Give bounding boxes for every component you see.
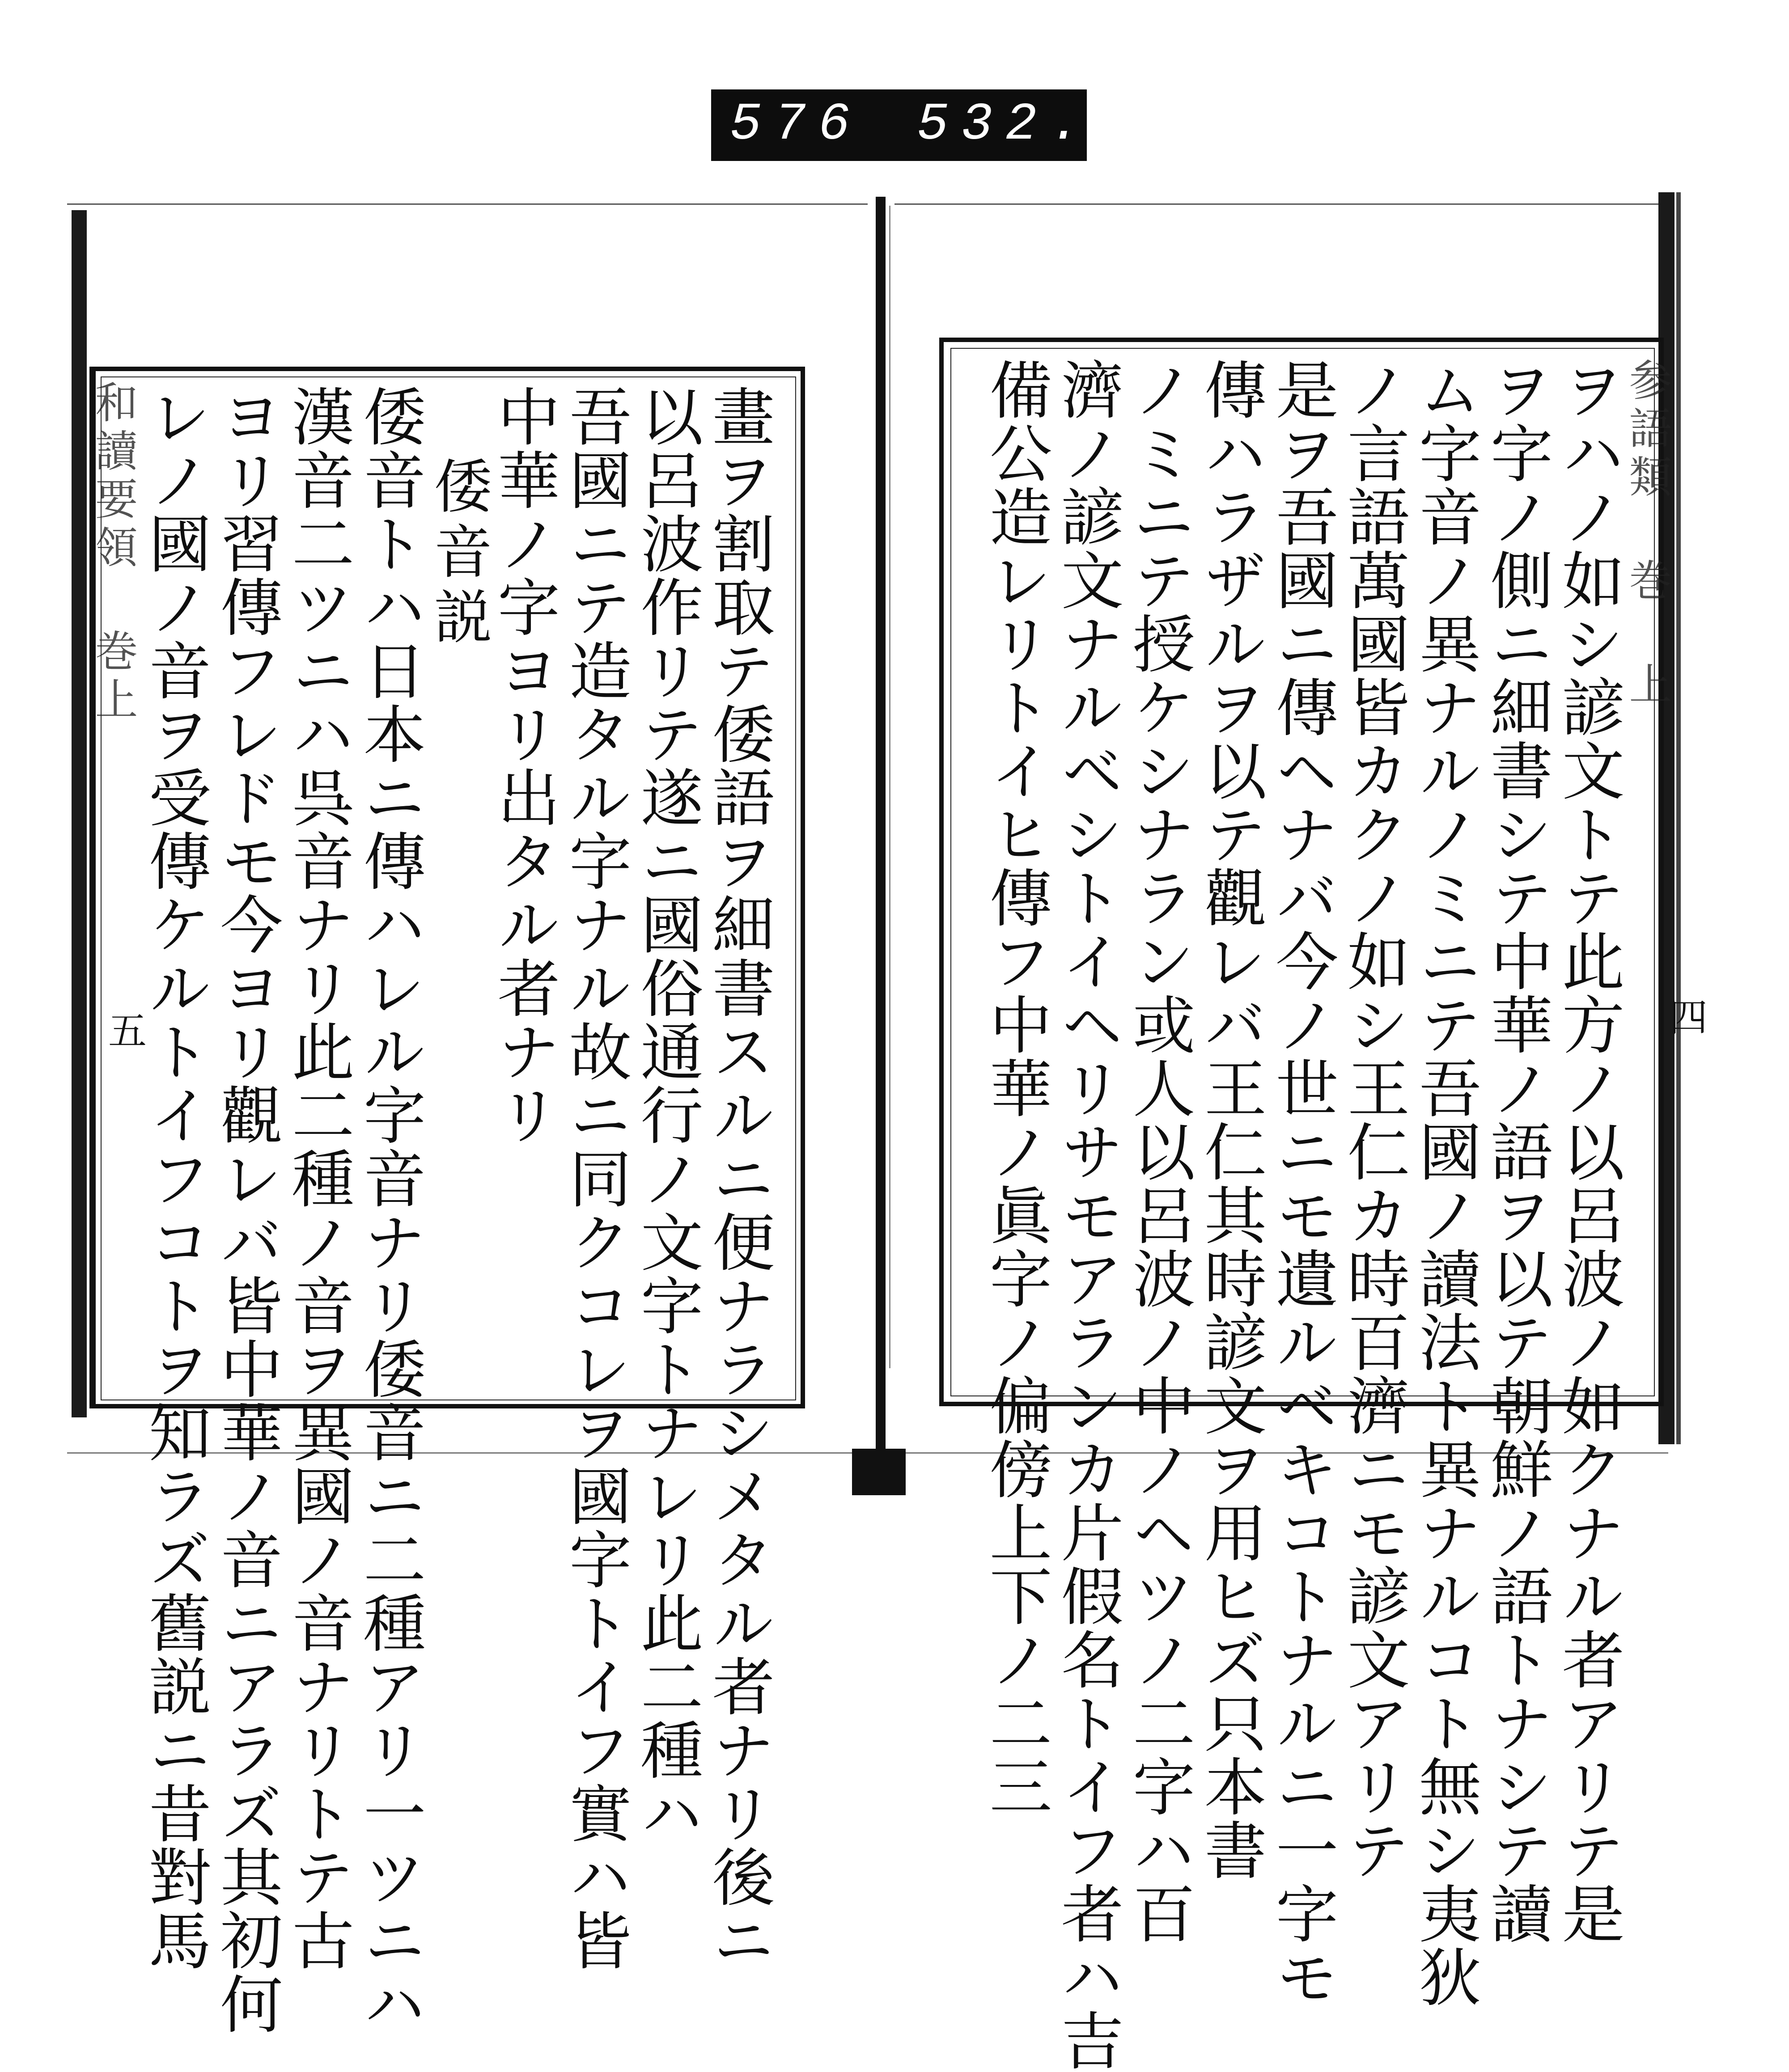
left-column-4: 中華ノ字ヨリ出タル者ナリ: [487, 385, 560, 1146]
left-column-7: 漢音二ツニハ呉音ナリ此二種ノ音ヲ異國ノ音ナリトテ古: [281, 385, 354, 1972]
left-column-8: ヨリ習傳フレドモ今ヨリ觀レバ皆中華ノ音ニアラズ其初何: [210, 385, 283, 2035]
right-column-6: 傳ハラザルヲ以テ觀レバ王仁其時諺文ヲ用ヒズ只本書: [1194, 358, 1267, 1882]
right-margin-title: 参語類 巻 上: [1622, 358, 1672, 710]
right-column-4: ノ言語萬國皆カクノ如シ王仁カ時百濟ニモ諺文アリテ: [1337, 358, 1410, 1882]
right-column-3: ム字音ノ異ナルノミニテ吾國ノ讀法ト異ナルコト無シ夷狄: [1408, 358, 1481, 2009]
left-column-9: レノ國ノ音ヲ受傳ケルトイフコトヲ知ラズ舊説ニ昔對馬: [138, 385, 211, 1972]
right-folio-number: 四: [1662, 997, 1707, 1036]
film-number-left: 576: [729, 95, 863, 155]
left-folio-number: 五: [102, 1011, 146, 1049]
section-heading-waon-setsu: 倭音説: [424, 456, 492, 652]
left-column-6: 倭音トハ日本ニ傳ハレル字音ナリ倭音ニ二種アリ一ツニハ: [353, 385, 426, 2035]
left-page-text: [134, 385, 778, 2035]
right-column-7: ノミニテ授ケシナラン或人以呂波ノ中ノヘツノ二字ハ百: [1122, 358, 1195, 1945]
right-column-8: 濟ノ諺文ナルベシトイヘリサモアランカ片假名トイフ者ハ吉: [1051, 358, 1123, 2072]
right-column-5: 是ヲ吾國ニ傳ヘナバ今ノ世ニモ遺ルベキコトナルニ一字モ: [1265, 358, 1338, 2009]
spine-shadow: [889, 206, 890, 1368]
right-column-1: ヲハノ如シ諺文トテ此方ノ以呂波ノ如クナル者アリテ是: [1552, 358, 1624, 1945]
left-column-2: 以呂波作リテ遂ニ國俗通行ノ文字トナレリ此二種ハ: [630, 385, 703, 1845]
right-column-2: ヲ字ノ側ニ細書シテ中華ノ語ヲ以テ朝鮮ノ語トナシテ讀: [1480, 358, 1553, 1945]
left-book-edge: [72, 210, 87, 1417]
right-column-9: 備公造レリトイヒ傳フ中華ノ眞字ノ偏傍上下ノ二三: [979, 358, 1052, 1818]
left-column-3: 吾國ニテ造タル字ナル故ニ同クコレヲ國字トイフ實ハ皆: [559, 385, 632, 1972]
left-margin-title: 和讀要領 巻上: [88, 380, 138, 725]
spine-foot: [852, 1449, 906, 1495]
right-book-edge-shadow: [1676, 192, 1681, 1444]
left-column-1: 畫ヲ割取テ倭語ヲ細書スルニ便ナラシメタル者ナリ後ニ: [702, 385, 775, 1972]
book-spine: [876, 197, 886, 1484]
film-frame-label: [711, 89, 1094, 161]
right-page-text: [966, 358, 1628, 2072]
film-number-right: 532.: [917, 95, 1094, 155]
